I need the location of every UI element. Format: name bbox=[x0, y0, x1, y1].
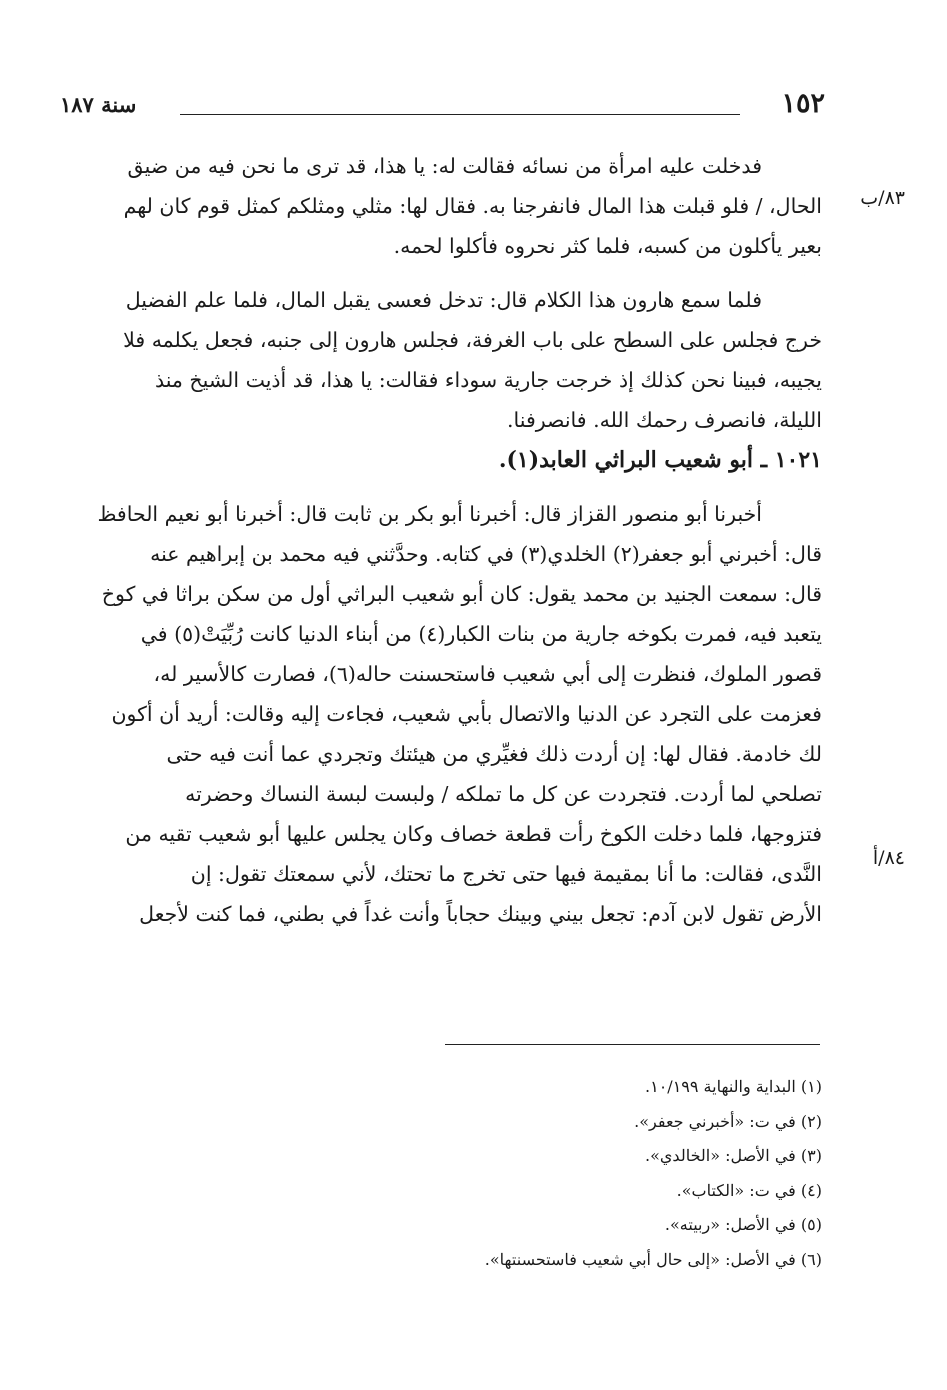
text-line: خرج فجلس على السطح على باب الغرفة، فجلس هارون إلى جنبه، فجعل يكلمه فلا bbox=[123, 328, 822, 352]
footnote: (٢) في ت: «أخبرني جعفر». bbox=[634, 1111, 822, 1131]
text-line: فدخلت عليه امرأة من نسائه فقالت له: يا هذا، قد ترى ما نحن فيه من ضيق bbox=[127, 154, 762, 178]
footnote: (١) البداية والنهاية ١٠/١٩٩. bbox=[645, 1077, 822, 1096]
page-header bbox=[60, 86, 825, 126]
footnote: (٦) في الأصل: «إلى حال أبي شعيب فاستحسنتها». bbox=[484, 1249, 822, 1269]
text-line: يتعبد فيه، فمرت بكوخه جارية من بنات الكبار(٤) من أبناء الدنيا كانت رُبِّيَتْ(٥) في bbox=[140, 622, 822, 646]
text-line: الأرض تقول لابن آدم: تجعل بيني وبينك حجاباً وأنت غداً في بطني، فما كنت لأجعل bbox=[139, 902, 822, 926]
main-text bbox=[72, 146, 822, 934]
text-line: يجيبه، فبينا نحن كذلك إذ خرجت جارية سوداء فقالت: يا هذا، قد أذيت الشيخ منذ bbox=[154, 368, 822, 392]
footnote-separator bbox=[445, 1044, 820, 1045]
text-line: أخبرنا أبو منصور القزاز قال: أخبرنا أبو بكر بن ثابت قال: أخبرنا أبو نعيم الحافظ bbox=[97, 502, 762, 526]
running-head-year: سنة ١٨٧ bbox=[60, 92, 137, 117]
section-heading: ١٠٢١ ـ أبو شعيب البراثي العابد(١). bbox=[498, 447, 822, 473]
footnote: (٣) في الأصل: «الخالدي». bbox=[645, 1146, 822, 1165]
footnote: (٤) في ت: «الكتاب». bbox=[676, 1180, 822, 1200]
header-rule bbox=[180, 114, 740, 115]
page-number: ١٥٢ bbox=[781, 88, 825, 119]
text-line: لك خادمة. فقال لها: إن أردت ذلك فغيِّري من هيئتك وتجردي عما أنت فيه حتى bbox=[166, 742, 822, 766]
text-line: فلما سمع هارون هذا الكلام قال: تدخل فعسى يقبل المال، فلما علم الفضيل bbox=[125, 288, 762, 312]
margin-folio-83b: ٨٣/ب bbox=[860, 187, 905, 209]
footnotes bbox=[222, 1070, 822, 1277]
text-line: بعير يأكلون من كسبه، فلما كثر نحروه فأكلوا لحمه. bbox=[393, 234, 822, 258]
text-line: قال: أخبرني أبو جعفر(٢) الخلدي(٣) في كتابه. وحدَّثني فيه محمد بن إبراهيم عنه bbox=[150, 542, 822, 566]
margin-folio-84a: ٨٤/أ bbox=[872, 847, 905, 869]
text-line: تصلحي لما أردت. فتجردت عن كل ما تملكه / ولبست لبسة النساك وحضرته bbox=[185, 782, 822, 806]
text-line: الليلة، فانصرف رحمك الله. فانصرفنا. bbox=[507, 408, 822, 432]
text-line: فعزمت على التجرد عن الدنيا والاتصال بأبي شعيب، فجاءت إليه وقالت: أريد أن أكون bbox=[111, 702, 822, 726]
footnote: (٥) في الأصل: «ربيته». bbox=[664, 1215, 822, 1234]
text-line: قال: سمعت الجنيد بن محمد يقول: كان أبو شعيب البراثي أول من سكن براثا في كوخ bbox=[101, 582, 822, 606]
text-line: قصور الملوك، فنظرت إلى أبي شعيب فاستحسنت حاله(٦)، فصارت كالأسير له، bbox=[153, 662, 822, 686]
text-line: الحال، / فلو قبلت هذا المال فانفرجنا به. فقال لها: مثلي ومثلكم كمثل قوم كان لهم bbox=[123, 194, 822, 218]
text-line: فتزوجها، فلما دخلت الكوخ رأت قطعة خصاف وكان يجلس عليها أبو شعيب تقيه من bbox=[125, 822, 822, 846]
text-line: النَّدى، فقالت: ما أنا بمقيمة فيها حتى تخرج ما تحتك، لأني سمعتك تقول: إن bbox=[190, 862, 822, 886]
